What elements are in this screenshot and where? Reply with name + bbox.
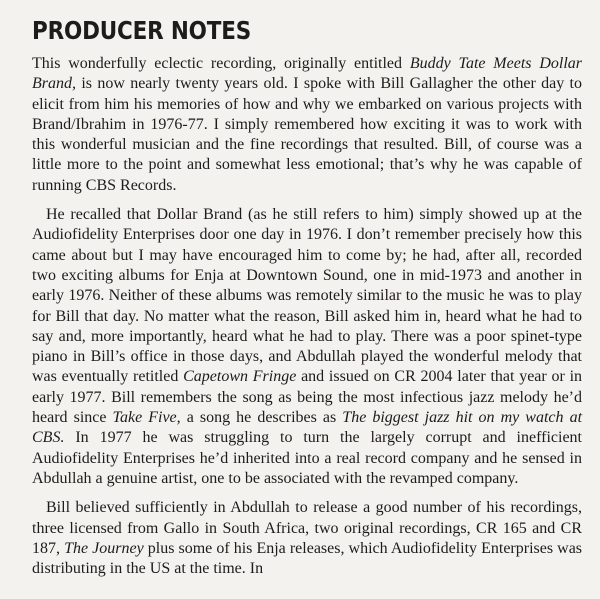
paragraph-text: He recalled that Dollar Brand (as he still refers to him) simply showed up at the Audiofidelity Enterprises door one day in 1976. I don’t remember precisely how this came about but I may have encouraged him to come by; he had, after all, recorded two exciting albums for Enja at Downtown Sound, one in mid-1973 and another in early 1976. Neither of these albums was remotely similar to the music he was to play for Bill that day. No matter what the reason, Bill asked him in, heard what he had to say and, more importantly, heard what he had to play. There was a poor spinet-type piano in Bill’s office in those days, and Abdullah played the wonderful melody that was eventually retitled bbox=[32, 206, 582, 386]
paragraph-1 bbox=[32, 54, 582, 196]
paragraph-text: and issued on CR 2004 later that year or in early 1977. Bill remembers the song as being the most infectious jazz melody he’d heard since bbox=[32, 368, 583, 427]
paragraph-text: Bill believed sufficiently in Abdullah to release a good number of his recordings, three licensed from Gallo in South Africa, two original recordings, CR 165 and CR 187, bbox=[32, 499, 582, 557]
paragraph-text: plus some of his Enja releases, which Audiofidelity Enterprises was distributing in the US at the time. In bbox=[32, 539, 583, 578]
page-title: PRODUCER NOTES bbox=[32, 16, 252, 45]
quote-italic: The biggest jazz hit on my watch at CBS. bbox=[32, 409, 583, 447]
paragraph-text: a song he describes as bbox=[180, 409, 343, 427]
paragraph-2 bbox=[32, 205, 582, 489]
paragraph-text: is now nearly twenty years old. I spoke with Bill Gallagher the other day to elicit from him his memories of how and why we embarked on various projects with Brand/Ibrahim in 1976-77. I simply remembered how exciting it was to work with this wonderful musician and the fine recordings that resulted. Bill, of course was a little more to the point and somewhat less emotional; that’s why he was capable of running CBS Records. bbox=[32, 75, 582, 194]
song-title-italic: Capetown Fringe bbox=[183, 368, 297, 386]
paragraph-text: This wonderfully eclectic recording, originally entitled bbox=[32, 55, 410, 72]
paragraph-text: In 1977 he was struggling to turn the largely corrupt and inefficient Audiofidelity Enterprises he’d inherited into a real record company and he sensed in Abdullah a genuine artist, one to be associated with the revamped company. bbox=[32, 429, 582, 487]
album-title-italic: Buddy Tate Meets Dollar Brand, bbox=[32, 55, 582, 93]
paragraph-3 bbox=[32, 498, 582, 579]
song-title-italic: Take Five, bbox=[112, 409, 181, 427]
album-title-italic: The Journey bbox=[64, 539, 144, 557]
